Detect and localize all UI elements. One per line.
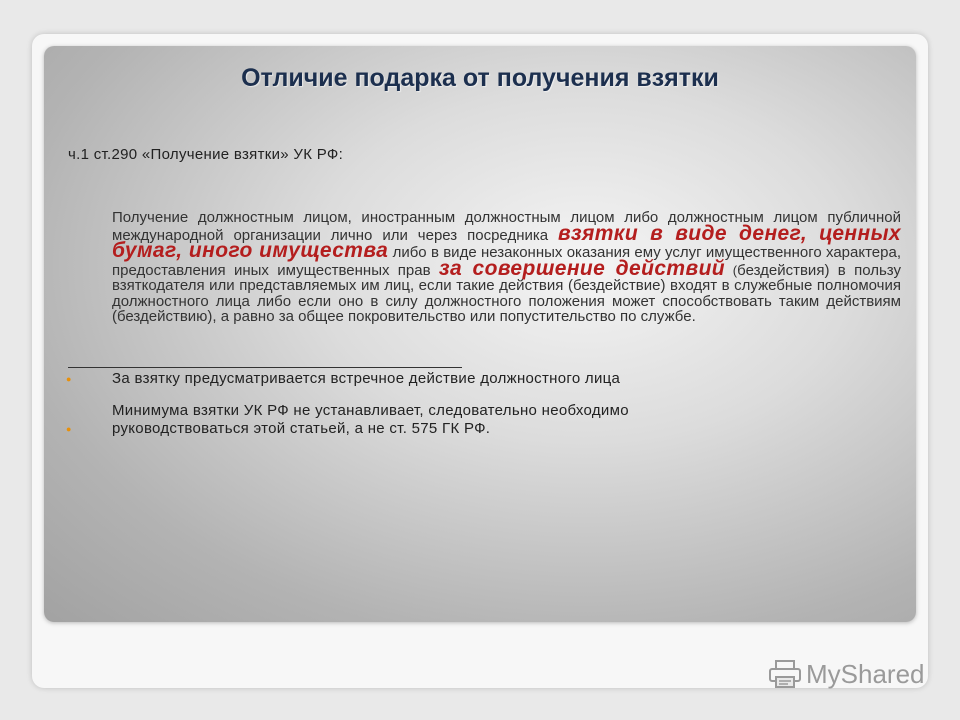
- point-counter-action: За взятку предусматривается встречное действие должностного лица: [112, 370, 621, 387]
- article-part-4: бездействия) в пользу взяткодателя или представляемых им лиц, если такие действия (бездействие) входят в служебные полномочия должностного лица либо если оно в силу должностного положения может способствовать таким действиям (бездействию), а равно за общее покровительство или попустительство по службе.: [112, 261, 901, 325]
- article-text: [112, 210, 901, 325]
- slide-title: Отличие подарка от получения взятки: [241, 64, 719, 92]
- watermark-text: MyShared: [806, 658, 925, 689]
- point-minimum-line-2: руководствоваться этой статьей, а не ст. 575 ГК РФ.: [112, 420, 491, 437]
- article-part-2: либо в виде незаконных оказания ему услуг имущественного характера, предоставления иных имущественных прав: [112, 244, 901, 279]
- article-part-1: Получение должностным лицом, иностранным должностным лицом либо должностным лицом публичной международной организации лично или через посредника: [112, 209, 901, 244]
- law-reference: ч.1 ст.290 «Получение взятки» УК РФ:: [68, 146, 344, 163]
- divider-line: [68, 367, 462, 368]
- bullet-icon: ●: [66, 374, 72, 384]
- article-highlight-bribe: взятки в виде денег, ценных бумаг, иного имущества: [112, 221, 902, 262]
- watermark: [768, 656, 925, 692]
- article-highlight-action: за совершение действий: [438, 256, 726, 280]
- article-part-3: (: [725, 262, 738, 278]
- bullet-icon: ●: [66, 424, 72, 434]
- printer-icon: [768, 659, 802, 689]
- point-minimum-line-1: Минимума взятки УК РФ не устанавливает, следовательно необходимо: [112, 402, 629, 419]
- slide-background: [44, 46, 916, 622]
